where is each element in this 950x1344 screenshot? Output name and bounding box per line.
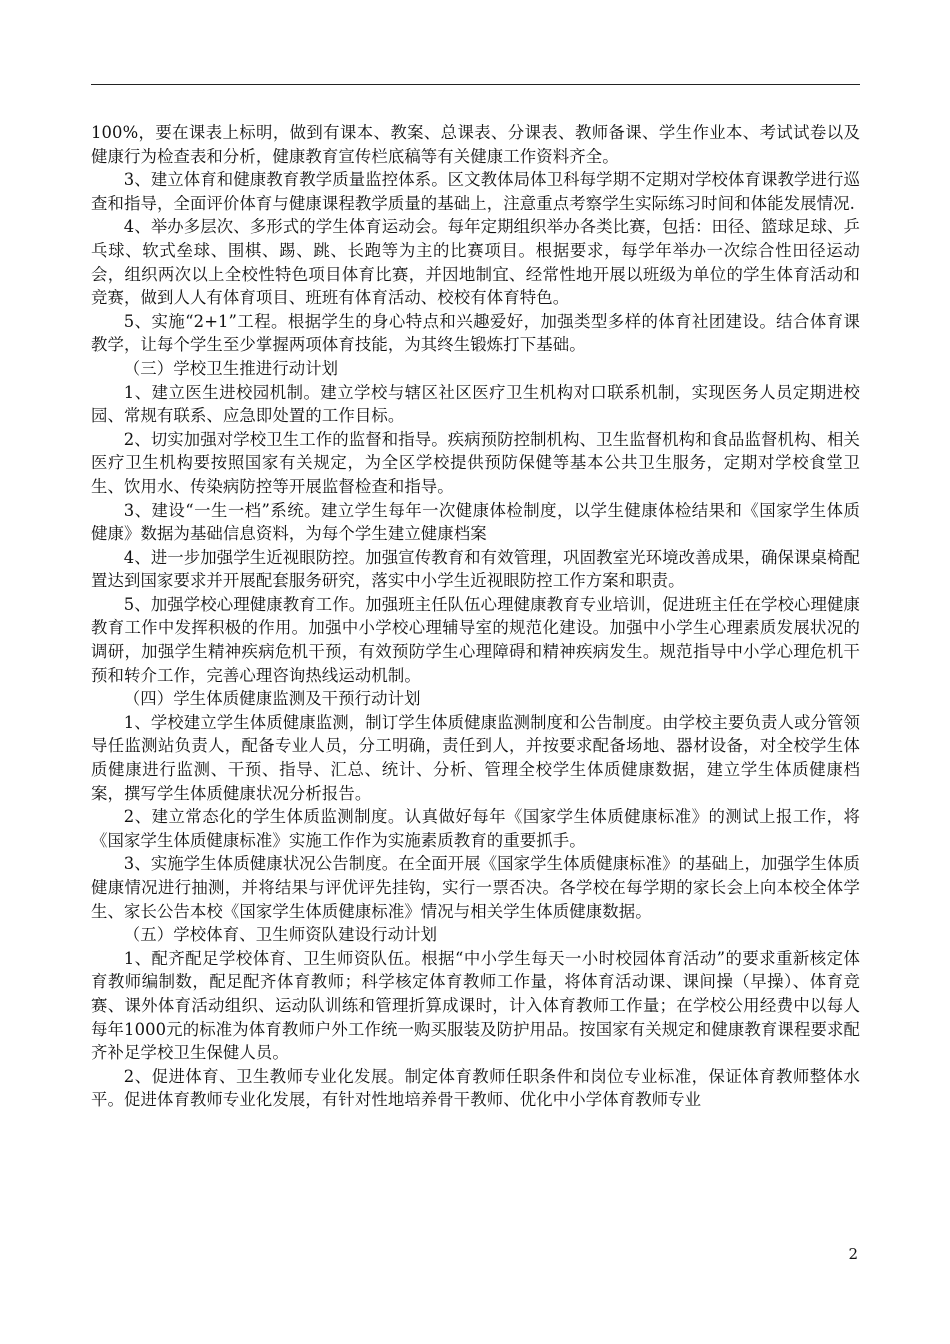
paragraph-item-5: 5、实施“2+1”工程。根据学生的身心特点和兴趣爱好，加强类型多样的体育社团建设。结合体育课教学，让每个学生至少掌握两项体育技能，为其终生锻炼打下基础。 (91, 311, 860, 355)
paragraph-continuation: 100%，要在课表上标明，做到有课本、教案、总课表、分课表、教师备课、学生作业本、考试试卷以及健康行为检查表和分析，健康教育宣传栏底稿等有关健康工作资料齐全。 (91, 123, 860, 166)
section-heading-4: （四）学生体质健康监测及干预行动计划 (123, 689, 421, 709)
paragraph-item-3: 3、建设“一生一档”系统。建立学生每年一次健康体检制度，以学生健康体检结果和《国家学生体质健康》数据为基础信息资料，为每个学生建立健康档案 (91, 500, 860, 544)
page-number: 2 (848, 1245, 858, 1263)
paragraph-item-3: 3、建立体育和健康教育教学质量监控体系。区文教体局体卫科每学期不定期对学校体育课教学进行巡查和指导，全面评价体育与健康课程教学质量的基础上，注意重点考察学生实际练习时间和体能发展情况. (91, 170, 860, 213)
paragraph-item-5: 5、加强学校心理健康教育工作。加强班主任队伍心理健康教育专业培训，促进班主任在学校心理健康教育工作中发挥积极的作用。加强中小学校心理辅导室的规范化建设。加强中小学生心理素质发展状况的调研，加强学生精神疾病危机干预，有效预防学生心理障碍和精神疾病发生。规范指导中小学心理危机干预和转介工作，完善心理咨询热线运动机制。 (91, 594, 860, 685)
header-rule (91, 84, 860, 85)
paragraph-item-2: 2、建立常态化的学生体质监测制度。认真做好每年《国家学生体质健康标准》的测试上报工作，将《国家学生体质健康标准》实施工作作为实施素质教育的重要抓手。 (91, 807, 860, 850)
paragraph-item-2: 2、促进体育、卫生教师专业化发展。制定体育教师任职条件和岗位专业标准，保证体育教师整体水平。促进体育教师专业化发展，有针对性地培养骨干教师、优化中小学体育教师专业 (91, 1066, 860, 1110)
paragraph-item-2: 2、切实加强对学校卫生工作的监督和指导。疾病预防控制机构、卫生监督机构和食品监督机构、相关医疗卫生机构要按照国家有关规定，为全区学校提供预防保健等基本公共卫生服务，定期对学校食堂卫生、饮用水、传染病防控等开展监督检查和指导。 (91, 429, 860, 496)
paragraph-item-1: 1、配齐配足学校体育、卫生师资队伍。根据“中小学生每天一小时校园体育活动”的要求重新核定体育教师编制数，配足配齐体育教师；科学核定体育教师工作量，将体育活动课、课间操（早操）、体育竞赛、课外体育活动组织、运动队训练和管理折算成课时，计入体育教师工作量；在学校公用经费中以每人每年1000元的标准为体育教师户外工作统一购买服装及防护用品。按国家有关规定和健康教育课程要求配齐补足学校卫生保健人员。 (91, 948, 860, 1063)
paragraph-item-4: 4、进一步加强学生近视眼防控。加强宣传教育和有效管理，巩固教室光环境改善成果，确保课桌椅配置达到国家要求并开展配套服务研究，落实中小学生近视眼防控工作方案和职责。 (91, 547, 860, 591)
section-heading-5: （五）学校体育、卫生师资队建设行动计划 (123, 925, 438, 945)
paragraph-item-1: 1、学校建立学生体质健康监测，制订学生体质健康监测制度和公告制度。由学校主要负责人或分管领导任监测站负责人，配备专业人员，分工明确，责任到人，并按要求配备场地、器材设备，对全校学生体质健康进行监测、干预、指导、汇总、统计、分析、管理全校学生体质健康数据，建立学生体质健康档案，撰写学生体质健康状况分析报告。 (91, 712, 860, 803)
paragraph-item-3: 3、实施学生体质健康状况公告制度。在全面开展《国家学生体质健康标准》的基础上，加强学生体质健康情况进行抽测，并将结果与评优评先挂钩，实行一票否决。各学校在每学期的家长会上向本校全体学生、家长公告本校《国家学生体质健康标准》情况与相关学生体质健康数据。 (91, 854, 860, 921)
paragraph-item-4: 4、举办多层次、多形式的学生体育运动会。每年定期组织举办各类比赛，包括：田径、篮球足球、乒乓球、软式垒球、围棋、踢、跳、长跑等为主的比赛项目。根据要求，每学年举办一次综合性田径运动会，组织两次以上全校性特色项目体育比赛，并因地制宜、经常性地开展以班级为单位的学生体育活动和竞赛，做到人人有体育项目、班班有体育活动、校校有体育特色。 (91, 217, 860, 308)
document-body (91, 121, 860, 1112)
paragraph-item-1: 1、建立医生进校园机制。建立学校与辖区社区医疗卫生机构对口联系机制，实现医务人员定期进校园、常规有联系、应急即处置的工作目标。 (91, 382, 860, 426)
section-heading-3: （三）学校卫生推进行动计划 (123, 358, 339, 378)
